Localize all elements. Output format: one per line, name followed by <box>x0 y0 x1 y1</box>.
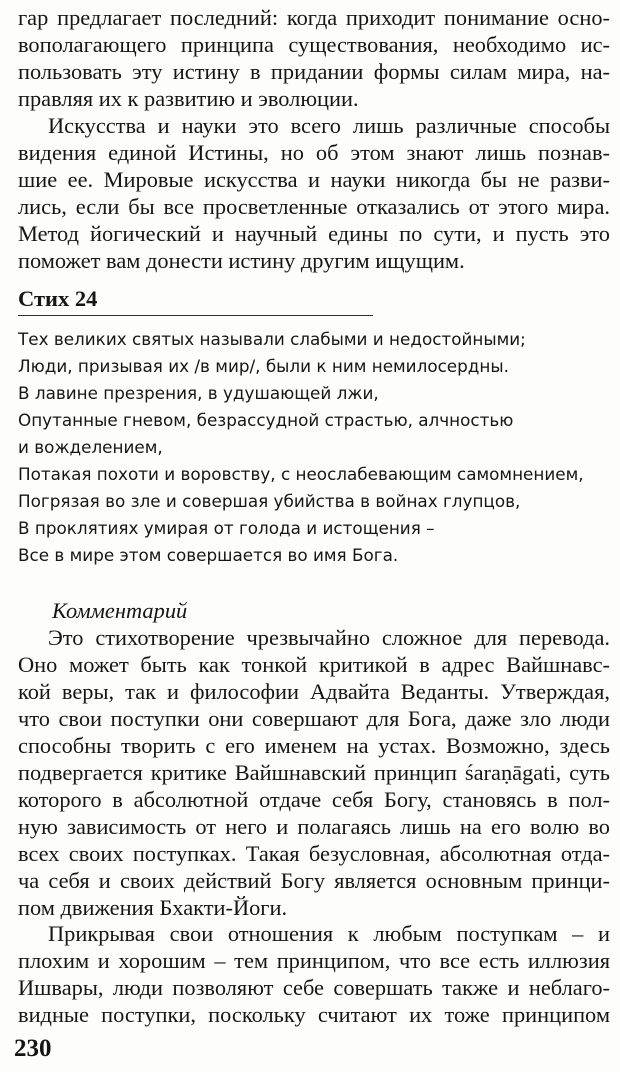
text-line: подвергается критике Вайшнавский принцип śaraṇāgati, суть <box>18 760 610 785</box>
verse-heading: Стих 24 <box>18 286 98 311</box>
commentary-label: Комментарий <box>52 598 188 623</box>
text-line: гар предлагает последний: когда приходит понимание осно- <box>18 5 610 30</box>
paragraph-commentary <box>18 624 610 921</box>
verse-poem <box>18 326 613 569</box>
poem-line: Погрязая во зле и совершая убийства в войнах глупцов, <box>18 491 521 511</box>
poem-line: Все в мире этом совершается во имя Бога. <box>18 545 399 565</box>
text-line: правляя их к развитию и эволюции. <box>18 86 359 111</box>
text-line: лись, если бы все просветленные отказались от этого мира. <box>18 194 610 219</box>
poem-line: и вожделением, <box>18 437 163 457</box>
text-line: Это стихотворение чрезвычайно сложное для перевода. <box>48 625 610 650</box>
poem-line: В проклятиях умирая от голода и истощения – <box>18 518 435 538</box>
text-line: Метод йогический и научный едины по сути, и пусть это <box>18 221 610 246</box>
text-line: Ишвары, люди позволяют себе совершать также и неблаго- <box>18 975 610 1000</box>
text-line: видения единой Истины, но об этом знают лишь познав- <box>18 140 610 165</box>
heading-underline <box>18 315 373 316</box>
text-line: видные поступки, поскольку считают их тоже принципом <box>18 1002 610 1027</box>
text-line: что свои поступки они совершают для Бога, даже зло люди <box>18 706 610 731</box>
paragraph-arts-and-sciences <box>18 112 610 274</box>
poem-line: Люди, призывая их /в мир/, были к ним немилосердны. <box>18 356 509 376</box>
text-line: пользовать эту истину в придании формы силам мира, на- <box>18 59 610 84</box>
text-line: всех своих поступках. Такая безусловная, абсолютная отда- <box>18 841 610 866</box>
poem-line: Тех великих святых называли слабыми и недостойными; <box>18 329 526 349</box>
page-number: 230 <box>14 1035 52 1062</box>
text-line: ную зависимость от него и полагаясь лишь на его волю во <box>18 814 610 839</box>
text-line: кой веры, так и философии Адвайта Веданты. Утверждая, <box>18 679 610 704</box>
text-line: шие ее. Мировые искусства и науки никогда бы не разви- <box>18 167 610 192</box>
text-line: поможет вам донести истину другим ищущим. <box>18 248 465 273</box>
poem-line: Потакая похоти и воровству, с неослабевающим самомнением, <box>18 464 584 484</box>
paragraph-ishvara <box>18 920 610 1028</box>
paragraph-continued <box>18 4 610 112</box>
text-line: которого в абсолютной отдаче себя Богу, становясь в пол- <box>18 787 610 812</box>
text-line: Прикрывая свои отношения к любым поступкам – и <box>48 921 610 946</box>
text-line: пом движения Бхакти-Йоги. <box>18 895 288 920</box>
text-line: вополагающего принципа существования, необходимо ис- <box>18 32 610 57</box>
text-line: ча себя и своих действий Богу является основным принци- <box>18 868 610 893</box>
poem-line: В лавине презрения, в удушающей лжи, <box>18 383 379 403</box>
text-line: плохим и хорошим – тем принципом, что все есть иллюзия <box>18 948 610 973</box>
text-line: Оно может быть как тонкой критикой в адрес Вайшнавс- <box>18 652 610 677</box>
poem-line: Опутанные гневом, безрассудной страстью, алчностью <box>18 410 514 430</box>
text-line: Искусства и науки это всего лишь различные способы <box>48 113 610 138</box>
text-line: способны творить с его именем на устах. Возможно, здесь <box>18 733 610 758</box>
